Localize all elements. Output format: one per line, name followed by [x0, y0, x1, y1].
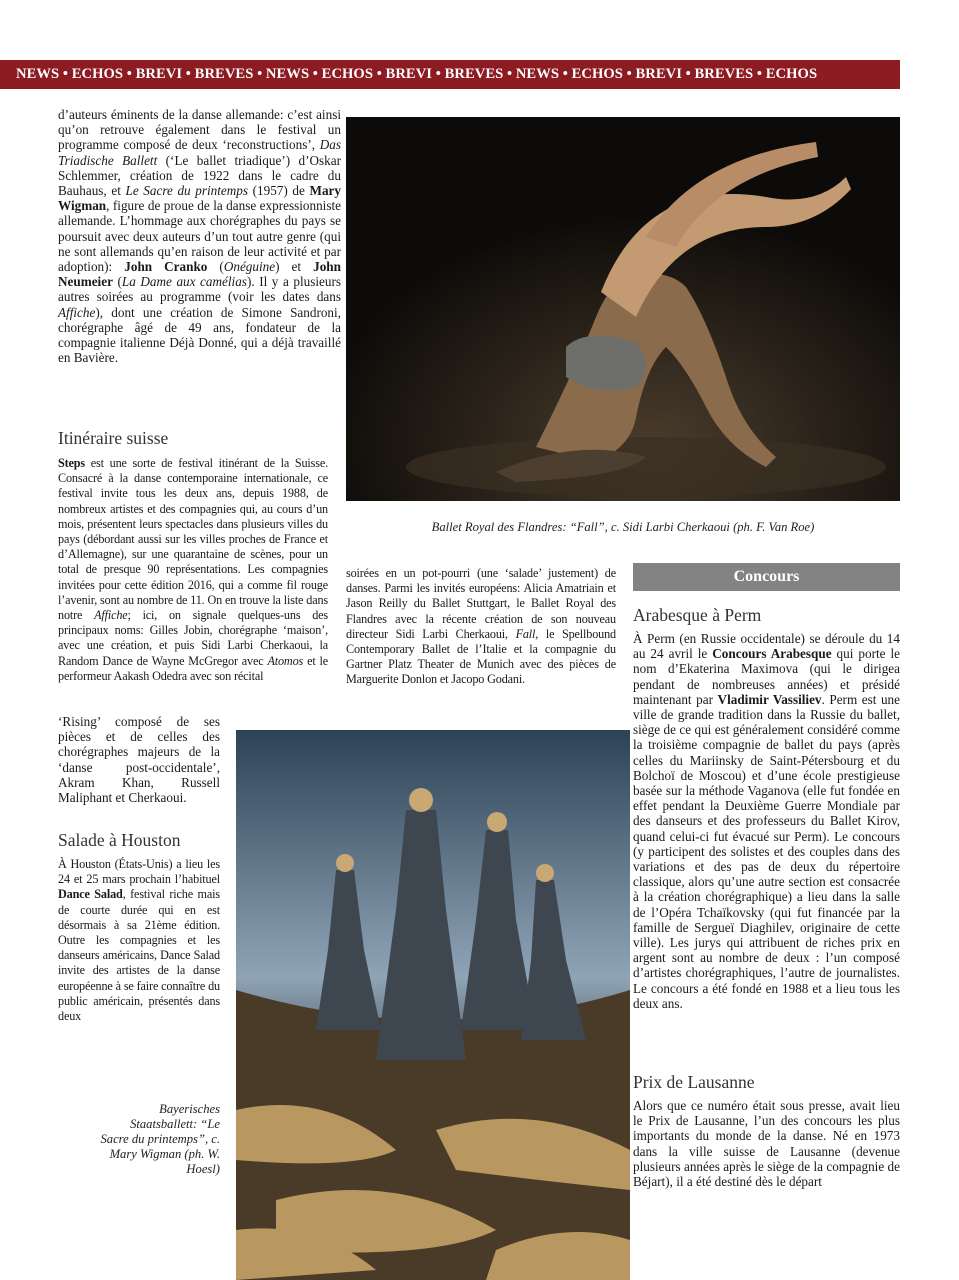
lausanne-paragraph: Alors que ce numéro était sous presse, avait lieu le Prix de Lausanne, l’un des concours les plus importants du monde de la danse. Né en 1973 dans la ville suisse de Lausanne (devenue plusieurs années après le siège de la compagnie de Béjart), il a été destiné dès le départ: [633, 1098, 900, 1190]
itineraire-paragraph: Steps est une sorte de festival itinérant de la Suisse. Consacré à la danse contemporaine internationale, ce festival invite tous les deux ans, depuis 1988, de nombreux artistes et des compagnies qui, au cours d’un mois, présentent leurs spectacles dans plusieurs villes du pays (débordant aussi sur les villes proches de France et d’Allemagne), sur une quarantaine de scènes, pour un total de presque 90 représentations. Les compagnies invitées pour cette édition 2016, qui a comme fil rouge l’avenir, sont au nombre de 11. On en trouve la liste dans notre Affiche; ici, on signale quelques-uns des principaux noms: Gilles Jobin, chorégraphe ‘maison’, avec une création, et puis Sidi Larbi Cherkaoui, la Random Dance de Wayne McGregor avec Atomos et le performeur Aakash Odedra avec son récital: [58, 456, 328, 683]
photo-sacre-caption: Bayerisches Staatsballett: “Le Sacre du printemps”, c. Mary Wigman (ph. W. Hoesl): [100, 1102, 220, 1176]
intro-column: [58, 107, 341, 365]
photo-fall-ballet: [346, 117, 900, 501]
itineraire-continued: [58, 714, 220, 805]
intro-paragraph: d’auteurs éminents de la danse allemande: c’est ainsi qu’on retrouve également dans le festival un programme composé de deux ‘reconstructions’, Das Triadische Ballett (‘Le ballet triadique’) d’Oskar Schlemmer, création de 1922 dans le cadre du Bauhaus, et Le Sacre du printemps (1957) de Mary Wigman, figure de proue de la danse expressionniste allemande. L’hommage aux chorégraphes du pays se poursuit avec deux auteurs d’un tout autre genre (qui ne sont allemands qu’en raison de leur activité et par adoption): John Cranko (Onéguine) et John Neumeier (La Dame aux camélias). Il y a plusieurs autres soirées au programme (voir les dates dans Affiche), dont une création de Simone Sandroni, chorégraphe âgé de 49 ans, fondateur de la compagnie italienne Déjà Donné, qui a déjà travaillé en Bavière.: [58, 107, 342, 366]
salade-section: [58, 830, 220, 1024]
itineraire-paragraph-end: ‘Rising’ composé de ses pièces et de celles des chorégraphes majeurs de la ‘danse post-occidentale’, Akram Khan, Russell Maliphant et Cherkaoui.: [58, 714, 220, 806]
itineraire-section: [58, 428, 328, 684]
photo-fall-caption: Ballet Royal des Flandres: “Fall”, c. Sidi Larbi Cherkaoui (ph. F. Van Roe): [431, 520, 815, 534]
col2-paragraph: soirées en un pot-pourri (une ‘salade’ justement) de danses. Parmi les invités européens: Alicia Amatriain et Jason Reilly du Ballet Stuttgart, le Ballet Royal des Flandres avec la récente création de son nouveau directeur Sidi Larbi Cherkaoui, Fall, le Spellbound Contemporary Ballet de l’Italie et la compagnie du Gartner Platz Theater de Munich avec des pièces de Marguerite Donlon et Jacopo Godani.: [346, 566, 616, 687]
photo-sacre-printemps: [236, 730, 630, 1280]
col2-text: [346, 566, 616, 688]
ensemble-illustration: [236, 730, 630, 1280]
dancers-illustration: [346, 117, 900, 501]
news-banner: NEWS • ECHOS • BREVI • BREVES • NEWS • ECHOS • BREVI • BREVES • NEWS • ECHOS • BREVI • BREVES • ECHOS: [0, 60, 900, 89]
lausanne-heading: Prix de Lausanne: [633, 1072, 755, 1092]
section-tag-concours: Concours: [633, 563, 900, 591]
lausanne-section: [633, 1072, 900, 1189]
salade-paragraph: À Houston (États-Unis) a lieu les 24 et 25 mars prochain l’habituel Dance Salad, festival riche mais de courte durée qui en est désormais à sa 21ème édition. Outre les compagnies et les danseurs américains, Dance Salad invite des artistes de la danse européenne à se faire connaître du public américain, présentés dans deux: [58, 857, 220, 1024]
arabesque-section: [633, 605, 900, 1011]
arabesque-heading: Arabesque à Perm: [633, 605, 762, 625]
itineraire-heading: Itinéraire suisse: [58, 428, 169, 448]
salade-heading: Salade à Houston: [58, 830, 181, 850]
arabesque-paragraph: À Perm (en Russie occidentale) se déroule du 14 au 24 avril le Concours Arabesque qui porte le nom d’Ekaterina Maximova (qui le dirigea pendant de nombreuses années) et présidé maintenant par Vladimir Vassiliev. Perm est une ville de grande tradition dans la Russie du ballet, siège de ce qui est généralement considéré comme la troisième compagnie de ballet du pays (après celles du Mariinsky de Saint-Pétersbourg et du Bolchoï de Moscou) et d’une école prestigieuse basée sur la méthode Vaganova (elle fut fondée en effet pendant la Deuxième Guerre Mondiale par des danseurs et des professeurs du Ballet Kirov, quand celui-ci fut évacué sur Perm). Le concours (y participent des solistes et des couples dans des variations et des pas de deux du répertoire classique, alors qu’une autre section est consacrée à la création chorégraphique) a lieu dans la salle de l’Opéra Tchaïkovsky (qui fut financée par la famille de Sergueï Diaghilev, originaire de cette ville). Les jurys qui attribuent de riches prix en argent sont au nombre de deux : l’un composé d’artistes chorégraphiques, l’autre de journalistes. Le concours a été fondé en 1988 et a lieu tous les deux ans.: [633, 631, 900, 1011]
